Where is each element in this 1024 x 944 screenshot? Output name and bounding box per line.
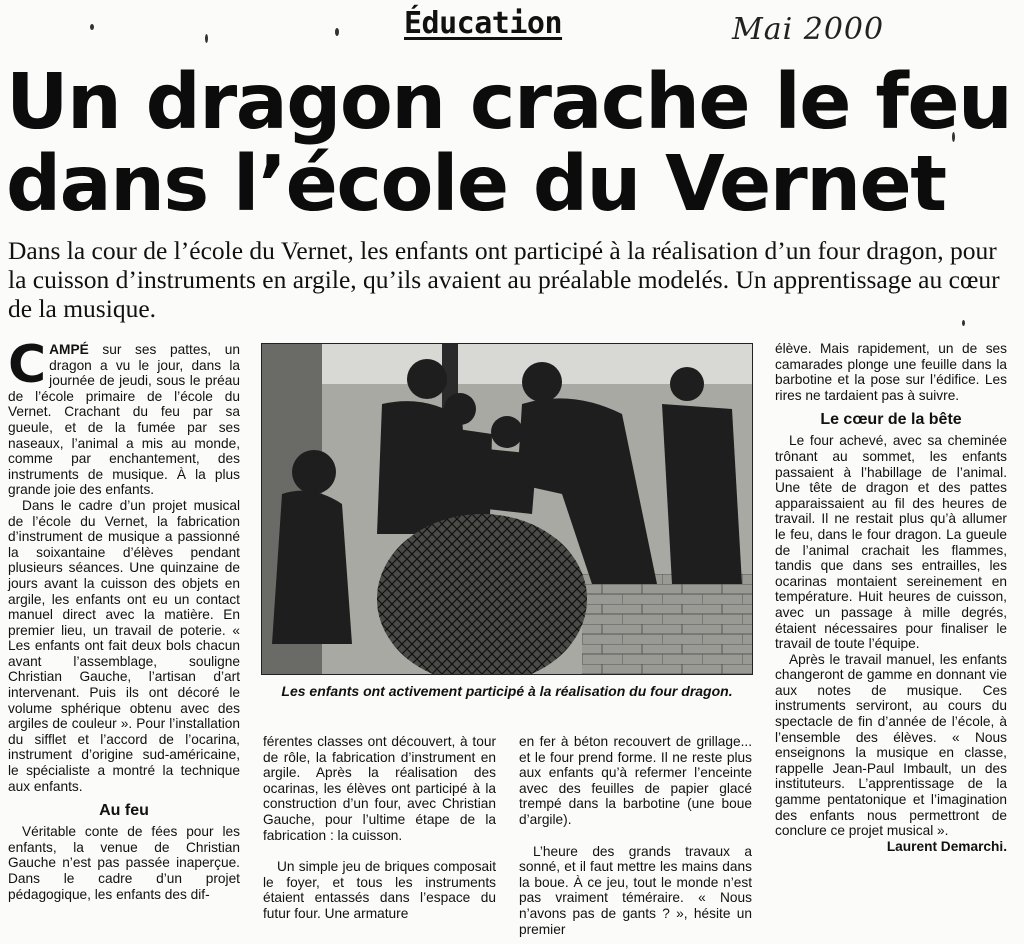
photo-illustration: [262, 344, 752, 674]
handwritten-date: Mai 2000: [732, 12, 885, 47]
photo-caption: Les enfants ont activement participé à la réalisation du four dragon.: [281, 683, 733, 699]
subhead-le-coeur-de-la-bete: Le cœur de la bête: [820, 411, 962, 429]
column-4-paragraph-3: Après le travail manuel, les enfants changeront de gamme en donnant vie aux notes de musique. Ces instruments serviront, au cours du spectacle de fin d’année de l’école, à l’ensemble des élèves. « Nous enseignons la musique en classe, rappelle Jean-Paul Imbault, un des instituteurs. L’apprentissage de la gamme pentatonique et l’imagination des enfants nous permettront de conclure ce projet musical ».: [775, 651, 1007, 839]
column-1-paragraph-3: Véritable conte de fées pour les enfants, la venue de Christian Gauche n’est pas passée inaperçue. Dans le cadre d’un projet pédagogique, les enfants des dif-: [8, 824, 240, 902]
column-2-paragraph-1: férentes classes ont découvert, à tour de rôle, la fabrication d’instrument en argile. Après la réalisation des ocarinas, les élèves ont participé à la construction d’un four, avec Christian Gauche, pour l’ultime étape de la fabrication : la cuisson.: [263, 734, 496, 843]
column-1-paragraph-2: Dans le cadre d’un projet musical de l’école du Vernet, la fabrication d’instrument de musique a passionné la soixantaine d’élèves pendant plusieurs séances. Une quinzaine de jours avant la cuisson des objets en argile, les enfants ont eu un contact manuel direct avec la matière. En premier lieu, un travail de poterie. « Les enfants ont fait deux bols chacun avant l’assemblage, souligne Christian Gauche, l’artisan d’art intervenant. Puis ils ont décoré le volume sphérique obtenu avec des argiles de couleur ». Pour l’installation du sifflet et l’accord de l’ocarina, instrument d’origine sud-américaine, le spécialiste a montré la technique aux enfants.: [8, 497, 240, 794]
section-rubric: Éducation: [404, 6, 563, 41]
byline: Laurent Demarchi.: [886, 838, 1007, 854]
column-4-paragraph-1: élève. Mais rapidement, un de ses camarades plonge une feuille dans la barbotine et la pose sur l’édifice. Les rires ne tardaient pas à suivre.: [775, 341, 1007, 403]
paragraph-text: sur ses pattes, un dragon a vu le jour, dans la journée de jeudi, sous le préau de l’école primaire de l’école du Vernet. Crachant du feu par sa gueule, et de la fumée par ses naseaux, l’animal a mis au monde, comme par enchantement, des instruments de musique. À la plus grande joie des enfants.: [8, 342, 240, 498]
subhead-au-feu: Au feu: [99, 802, 149, 820]
article-column-1: [8, 335, 240, 902]
column-3-paragraph-1: en fer à béton recouvert de grillage... et le four prend forme. Il ne reste plus aux enfants qu’à refermer l’enceinte avec des feuilles de papier glacé trempé dans la barbotine (une boue d’argile).: [519, 734, 752, 827]
article-column-3: [519, 734, 752, 937]
column-3-paragraph-2: L’heure des grands travaux a sonné, et il faut mettre les mains dans la boue. À ce jeu, tout le monde n’est pas vraiment téméraire. « Nous n’avons pas de gants ? », hésite un premier: [519, 843, 752, 937]
scan-speck: [90, 24, 94, 30]
deck-intro: Dans la cour de l’école du Vernet, les enfants ont participé à la réalisation d’un four dragon, pour la cuisson d’instruments en argile, qu’ils avaient au préalable modelés. Un apprentissage au cœur de la musique.: [8, 236, 1000, 323]
article-photo: [261, 343, 753, 675]
article-column-4: [775, 341, 1007, 854]
column-1-paragraph-1: [8, 335, 240, 498]
scan-speck: [335, 28, 339, 36]
drop-cap: C: [8, 335, 47, 395]
lead-word: AMPÉ: [49, 342, 89, 357]
scan-speck: [205, 34, 208, 43]
column-2-paragraph-2: Un simple jeu de briques composait le foyer, et tous les instruments étaient entassés dans l’espace du futur four. Une armature: [263, 859, 496, 921]
column-4-paragraph-2: Le four achevé, avec sa cheminée trônant au sommet, les enfants passaient à l’habillage de l’animal. Une tête de dragon et des pattes apparaissaient au fil des heures de travail. Il ne restait plus qu’à allumer le feu, dans le four dragon. La gueule de l’animal crachait les flammes, tandis que dans ses entrailles, les ocarinas montaient sereinement en température. Huit heures de cuisson, avec un passage à mille degrés, étaient nécessaires pour finaliser le travail de toute l’équipe.: [775, 433, 1007, 652]
article-column-2: [263, 734, 496, 922]
headline: Un dragon crache le feu dans l’école du Vernet: [6, 58, 1012, 229]
